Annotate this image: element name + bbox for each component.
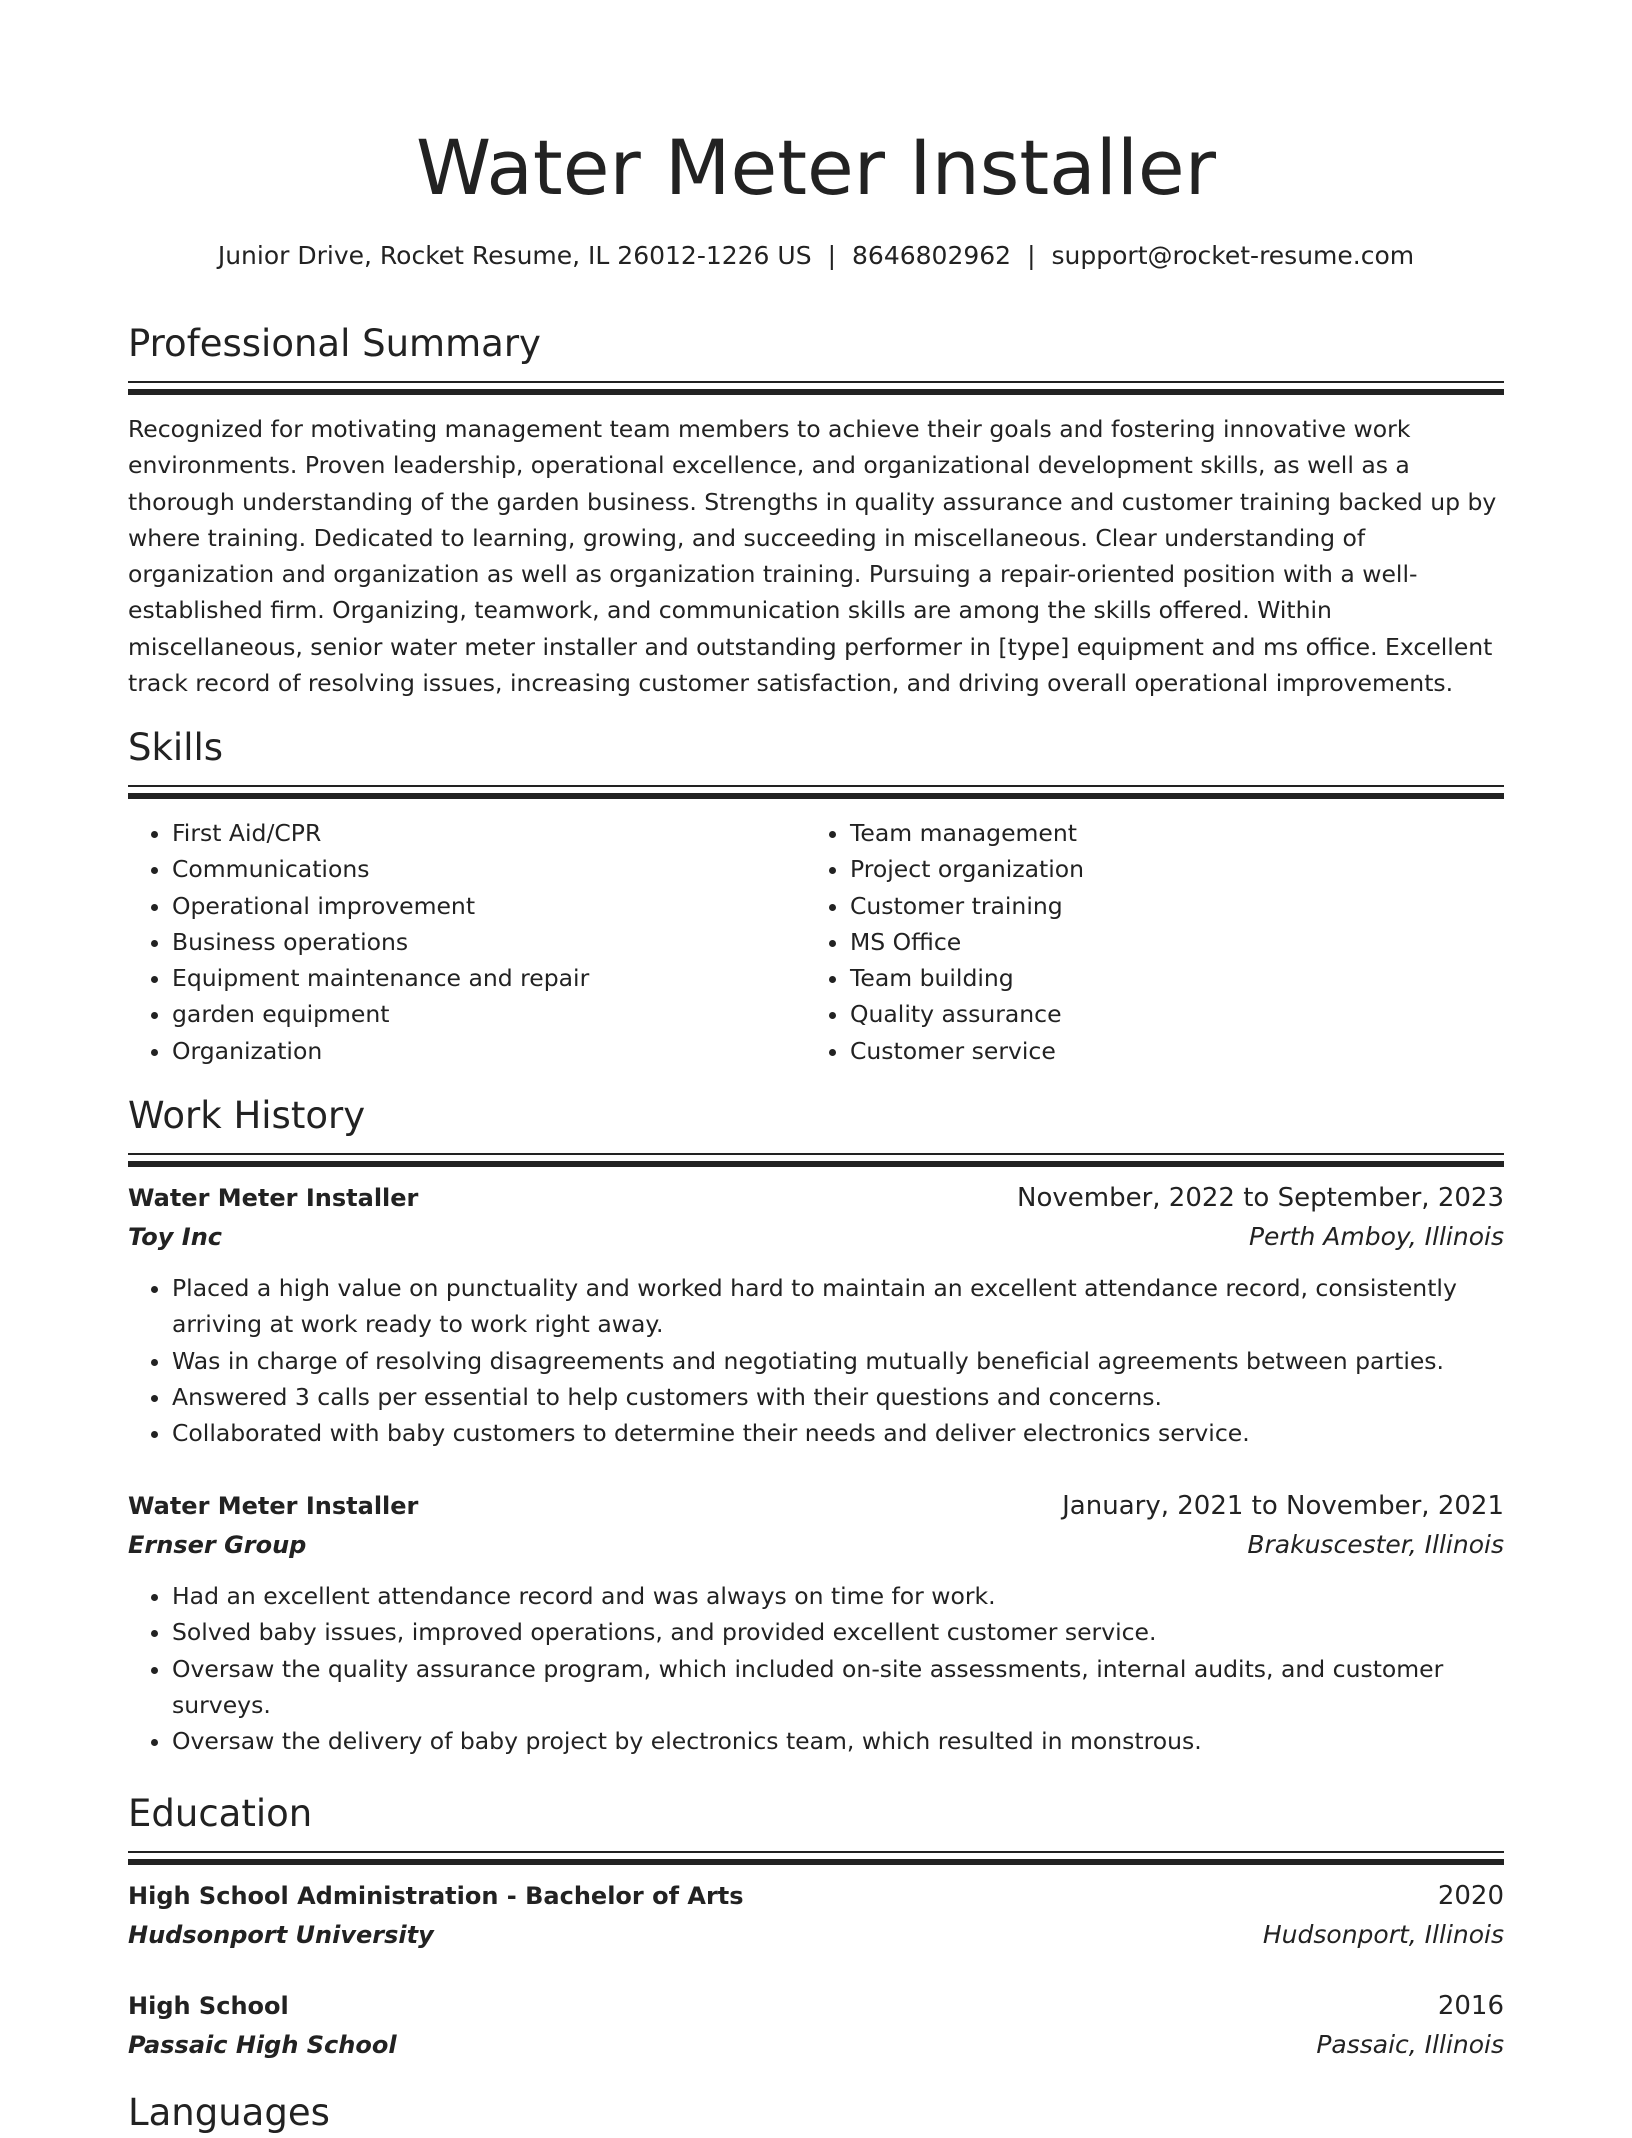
education-entry [128,1986,1504,2064]
skills-list-right [806,815,1484,1069]
education-location: Passaic, Illinois [1316,2030,1504,2059]
skill-item: • Communications [172,851,806,887]
section-rule [128,1859,1504,1865]
section-title-education: Education [128,1792,313,1835]
skill-item: • Project organization [850,851,1484,887]
education-header [128,1876,1504,1916]
section-rule [128,785,1504,787]
job-subheader [128,1526,1504,1564]
section-title-languages: Languages [128,2091,330,2134]
education-degree: High School [128,1992,289,2020]
skill-item: • MS Office [850,924,1484,960]
job-location: Perth Amboy, Illinois [1248,1222,1504,1251]
job-bullet: • Oversaw the quality assurance program, which included on-site assessments, internal audits, and customer surveys. [172,1651,1504,1724]
contact-line [128,238,1504,274]
skill-item: • Operational improvement [172,888,806,924]
contact-phone: 8646802962 [852,241,1012,270]
education-location: Hudsonport, Illinois [1262,1920,1504,1949]
section-rule [128,1851,1504,1853]
job-title: Water Meter Installer [128,1492,419,1520]
job-bullets [128,1578,1504,1759]
job-entry [128,1178,1504,1451]
education-school: Hudsonport University [128,1921,434,1949]
section-rule [128,793,1504,799]
job-entry [128,1486,1504,1759]
skill-item: • Team building [850,960,1484,996]
education-entry [128,1876,1504,1954]
education-year: 2016 [1437,1991,1504,2021]
education-degree: High School Administration - Bachelor of Arts [128,1882,744,1910]
job-header [128,1486,1504,1526]
education-year: 2020 [1437,1881,1504,1911]
job-title: Water Meter Installer [128,1184,419,1212]
section-rule [128,1153,1504,1155]
job-bullet: • Oversaw the delivery of baby project by electronics team, which resulted in monstrous. [172,1723,1504,1759]
skill-item: • Organization [172,1033,806,1069]
skill-item: • Business operations [172,924,806,960]
job-subheader [128,1218,1504,1256]
summary-text: Recognized for motivating management team members to achieve their goals and fostering innovative work environments. Proven leadership, operational excellence, and organizational development skills, as well as a thorough understanding of the garden business. Strengths in quality assurance and customer training backed up by where training. Dedicated to learning, growing, and succeeding in miscellaneous. Clear understanding of organization and organization as well as organization training. Pursuing a repair-oriented position with a well-established firm. Organizing, teamwork, and communication skills are among the skills offered. Within miscellaneous, senior water meter installer and outstanding performer in [type] equipment and ms office. Excellent track record of resolving issues, increasing customer satisfaction, and driving overall operational improvements. [128,415,1497,698]
skill-item: • First Aid/CPR [172,815,806,851]
skill-item: • Customer training [850,888,1484,924]
skills-column-right [806,815,1484,1069]
education-section [128,1789,1504,1865]
education-subheader [128,2026,1504,2064]
job-location: Brakuscester, Illinois [1247,1530,1504,1559]
education-subheader [128,1916,1504,1954]
resume-name: Water Meter Installer [416,123,1216,212]
skills-column-left [128,815,806,1069]
job-dates: January, 2021 to November, 2021 [1062,1491,1504,1521]
skill-item: • Quality assurance [850,996,1484,1032]
skill-item: • Equipment maintenance and repair [172,960,806,996]
job-bullet: • Placed a high value on punctuality and worked hard to maintain an excellent attendance record, consistently arriving at work ready to work right away. [172,1270,1504,1343]
skills-list-left [128,815,806,1069]
contact-email[interactable]: support@rocket-resume.com [1051,241,1415,270]
job-bullet: • Answered 3 calls per essential to help customers with their questions and concerns. [172,1379,1504,1415]
work-section [128,1091,1504,1167]
contact-separator: | [827,241,837,270]
job-dates: November, 2022 to September, 2023 [1017,1183,1504,1213]
skills-grid [128,815,1504,1069]
contact-separator: | [1027,241,1036,270]
job-company: Toy Inc [128,1223,223,1251]
contact-address: Junior Drive, Rocket Resume, IL 26012-1226 US [217,241,812,270]
section-title-skills: Skills [128,726,224,769]
job-bullet: • Had an excellent attendance record and was always on time for work. [172,1578,1504,1614]
section-rule [128,389,1504,395]
section-title-summary: Professional Summary [128,322,541,365]
section-rule [128,1161,1504,1167]
skill-item: • garden equipment [172,996,806,1032]
education-school: Passaic High School [128,2031,397,2059]
job-header [128,1178,1504,1218]
job-company: Ernser Group [128,1531,307,1559]
section-title-work: Work History [128,1094,366,1137]
summary-section [128,319,1504,701]
skill-item: • Team management [850,815,1484,851]
job-bullet: • Was in charge of resolving disagreements and negotiating mutually beneficial agreements between parties. [172,1343,1504,1379]
languages-section [128,2088,1504,2138]
skills-section [128,723,1504,1069]
section-rule [128,381,1504,383]
job-bullets [128,1270,1504,1451]
job-bullet: • Collaborated with baby customers to determine their needs and deliver electronics service. [172,1415,1504,1451]
skill-item: • Customer service [850,1033,1484,1069]
job-bullet: • Solved baby issues, improved operations, and provided excellent customer service. [172,1614,1504,1650]
education-header [128,1986,1504,2026]
